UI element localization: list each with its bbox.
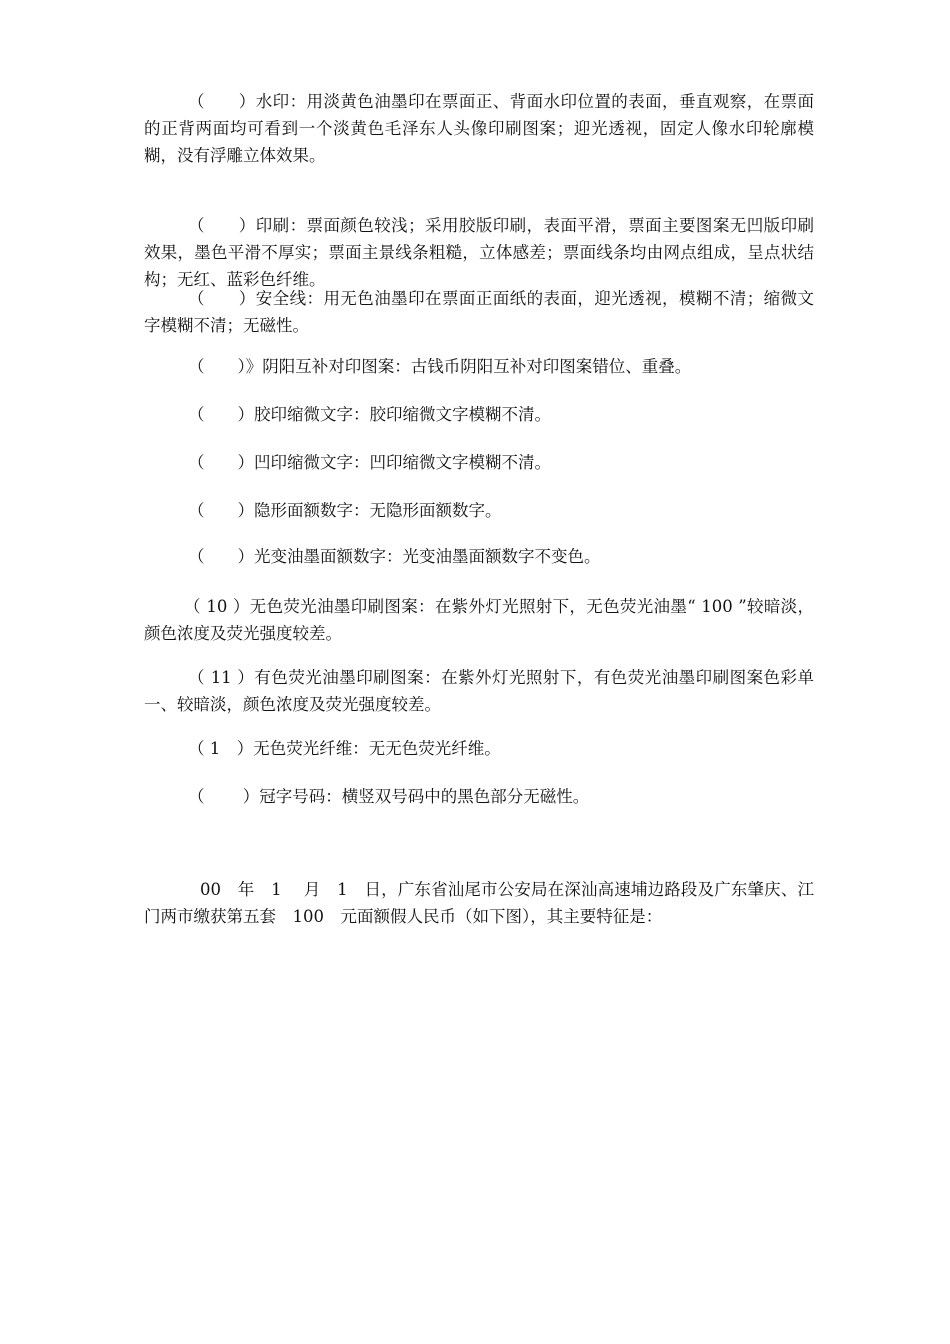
paragraph-colored-fluorescent-ink: （ 11 ）有色荧光油墨印刷图案：在紫外灯光照射下，有色荧光油墨印刷图案色彩单一、较暗淡，颜色浓度及荧光强度较差。	[144, 668, 814, 714]
paragraph-serial-numbers: （ ）冠字号码：横竖双号码中的黑色部分无磁性。	[188, 787, 590, 806]
paragraph-offset-microtext: （ ）胶印缩微文字：胶印缩微文字模糊不清。	[188, 405, 551, 424]
paragraph-watermark: （ ）水印：用淡黄色油墨印在票面正、背面水印位置的表面，垂直观察，在票面的正背两面均可看到一个淡黄色毛泽东人头像印刷图案；迎光透视，固定人像水印轮廓模糊，没有浮雕立体效果。	[144, 92, 814, 165]
paragraph-printing: （ ）印刷：票面颜色较浅；采用胶版印刷，表面平滑，票面主要图案无凹版印刷效果，墨色平滑不厚实；票面主景线条粗糙，立体感差；票面线条均由网点组成，呈点状结构；无红、蓝彩色纤维。	[144, 216, 814, 289]
paragraph-optically-variable-ink: （ ）光变油墨面额数字：光变油墨面额数字不变色。	[188, 547, 601, 566]
paragraph-colorless-fluorescent-ink: （ 10 ）无色荧光油墨印刷图案：在紫外灯光照射下，无色荧光油墨“ 100 ”较暗淡，颜色浓度及荧光强度较差。	[144, 597, 814, 643]
paragraph-security-thread: （ ）安全线：用无色油墨印在票面正面纸的表面，迎光透视，模糊不清；缩微文字模糊不清；无磁性。	[144, 289, 814, 335]
paragraph-fluorescent-fibers: （ 1 ）无色荧光纤维：无无色荧光纤维。	[188, 739, 501, 758]
paragraph-seizure-report: 00 年 1 月 1 日，广东省汕尾市公安局在深汕高速埔边路段及广东肇庆、江门两市缴获第五套 100 元面额假人民币（如下图），其主要特征是：	[144, 880, 814, 926]
paragraph-see-through-register: （ ）》阴阳互补对印图案：古钱币阴阳互补对印图案错位、重叠。	[188, 357, 692, 376]
paragraph-latent-image: （ ）隐形面额数字：无隐形面额数字。	[188, 501, 502, 520]
paragraph-intaglio-microtext: （ ）凹印缩微文字：凹印缩微文字模糊不清。	[188, 453, 551, 472]
